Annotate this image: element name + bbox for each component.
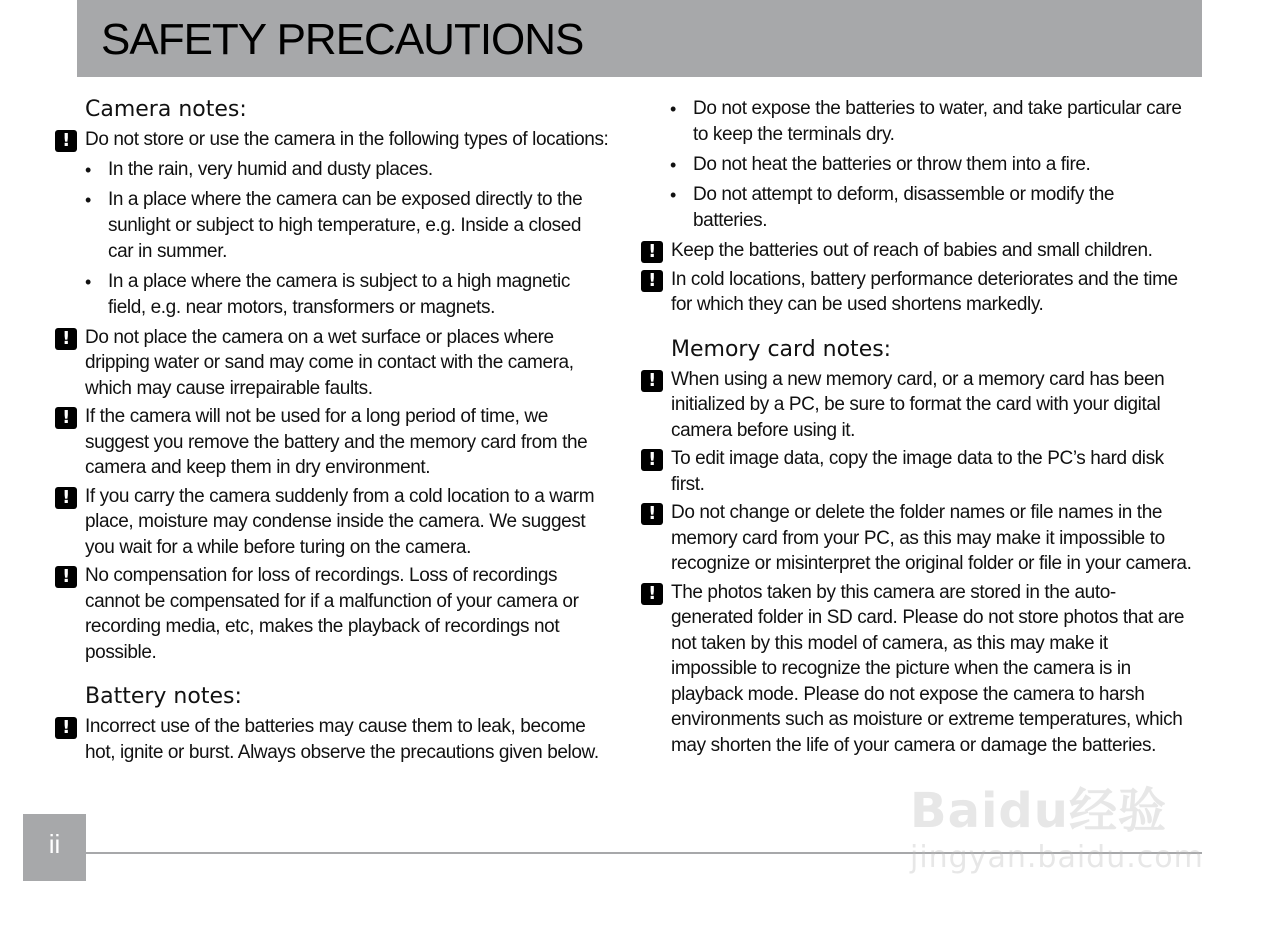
battery-note bbox=[54, 714, 610, 765]
right-column bbox=[640, 96, 1192, 758]
battery-note-text: Keep the batteries out of reach of babies and small children. bbox=[671, 240, 1153, 261]
memory-note bbox=[640, 367, 1192, 444]
camera-notes-heading: Camera notes: bbox=[85, 97, 247, 122]
watermark-url: jingyan.baidu.com bbox=[910, 840, 1204, 875]
memory-card-notes-heading: Memory card notes: bbox=[671, 336, 892, 362]
bullet-item: • In the rain, very humid and dusty places. bbox=[108, 157, 610, 183]
battery-bullet-list bbox=[640, 96, 1192, 234]
warning-icon: ! bbox=[641, 449, 663, 471]
page-title: SAFETY PRECAUTIONS bbox=[101, 15, 584, 64]
bullet-item: • Do not attempt to deform, disassemble or modify the batteries. bbox=[693, 182, 1192, 234]
warning-icon: ! bbox=[55, 487, 77, 509]
camera-note-text: No compensation for loss of recordings. Loss of recordings cannot be compensated for if a malfunction of your camera or recording media, etc, makes the playback of recordings not possible. bbox=[85, 565, 579, 663]
battery-note bbox=[640, 238, 1192, 264]
camera-note-text: Do not store or use the camera in the following types of locations: bbox=[85, 129, 609, 150]
bullet-item: • In a place where the camera can be exposed directly to the sunlight or subject to high temperature, e.g. Inside a closed car in summer. bbox=[108, 187, 610, 265]
header-bar bbox=[77, 0, 1202, 77]
camera-note-text: Do not place the camera on a wet surface or places where dripping water or sand may come in contact with the camera, which may cause irrepairable faults. bbox=[85, 326, 574, 399]
warning-icon: ! bbox=[641, 241, 663, 263]
warning-icon: ! bbox=[55, 407, 77, 429]
camera-note-text: If you carry the camera suddenly from a cold location to a warm place, moisture may condense inside the camera. We suggest you wait for a while before turing on the camera. bbox=[85, 485, 595, 558]
left-column bbox=[54, 96, 610, 765]
page-number: ii bbox=[23, 814, 86, 881]
camera-note bbox=[54, 484, 610, 561]
warning-icon: ! bbox=[55, 566, 77, 588]
camera-note bbox=[54, 404, 610, 481]
memory-note-text: Do not change or delete the folder names or file names in the memory card from your PC, as this may make it impossible to recognize or misinterpret the original folder or file in your camera. bbox=[671, 502, 1192, 574]
bullet-item: • Do not expose the batteries to water, and take particular care to keep the terminals dry. bbox=[693, 96, 1192, 148]
memory-note-text: To edit image data, copy the image data to the PC’s hard disk first. bbox=[671, 448, 1164, 495]
battery-note bbox=[640, 267, 1192, 318]
warning-icon: ! bbox=[55, 328, 77, 350]
footer-rule bbox=[86, 852, 1202, 854]
warning-icon: ! bbox=[641, 270, 663, 292]
warning-icon: ! bbox=[55, 130, 77, 152]
memory-note bbox=[640, 446, 1192, 497]
baidu-watermark bbox=[905, 770, 1205, 880]
memory-note bbox=[640, 580, 1192, 759]
bullet-item: • Do not heat the batteries or throw them into a fire. bbox=[693, 152, 1192, 178]
location-bullet-list bbox=[54, 157, 610, 321]
camera-note bbox=[54, 325, 610, 402]
warning-icon: ! bbox=[641, 370, 663, 392]
bullet-item: • In a place where the camera is subject to a high magnetic field, e.g. near motors, transformers or magnets. bbox=[108, 269, 610, 321]
camera-note bbox=[54, 563, 610, 665]
battery-note-text: Incorrect use of the batteries may cause them to leak, become hot, ignite or burst. Always observe the precautions given below. bbox=[85, 716, 599, 763]
memory-note-text: The photos taken by this camera are stored in the auto-generated folder in SD card. Please do not store photos that are not taken by this model of camera, as this may make it impossible to recognize the picture when the camera is in playback mode. Please do not expose the camera to harsh environments such as moisture or extreme temperatures, which may shorten the life of your camera or damage the batteries. bbox=[671, 581, 1185, 756]
watermark-logo: Baidu经验 bbox=[910, 783, 1167, 839]
camera-note bbox=[54, 127, 610, 153]
memory-note bbox=[640, 500, 1192, 577]
warning-icon: ! bbox=[55, 717, 77, 739]
warning-icon: ! bbox=[641, 583, 663, 605]
battery-note-text: In cold locations, battery performance deteriorates and the time for which they can be used shortens markedly. bbox=[671, 268, 1178, 315]
battery-notes-heading: Battery notes: bbox=[85, 684, 242, 709]
memory-note-text: When using a new memory card, or a memory card has been initialized by a PC, be sure to format the card with your digital camera before using it. bbox=[671, 368, 1165, 441]
warning-icon: ! bbox=[641, 503, 663, 525]
camera-note-text: If the camera will not be used for a long period of time, we suggest you remove the battery and the memory card from the camera and keep them in dry environment. bbox=[85, 406, 588, 478]
